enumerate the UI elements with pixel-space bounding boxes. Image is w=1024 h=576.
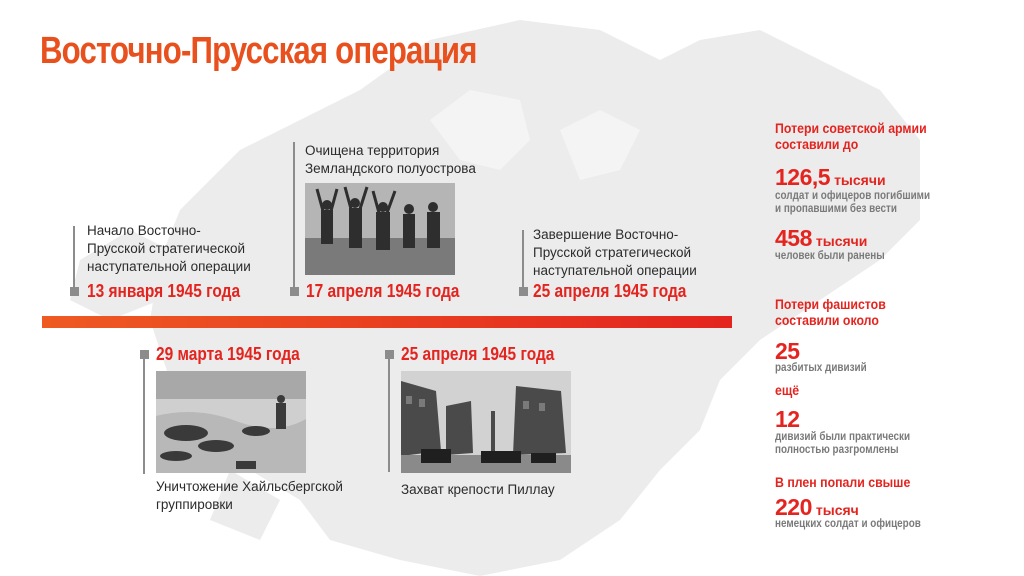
event-4-connector	[143, 356, 145, 474]
event-3-description: Завершение Восточно- Прусской стратегической наступательной операции	[533, 227, 697, 278]
page-title: Восточно-Прусская операция	[40, 30, 477, 72]
event-2-marker	[290, 287, 299, 296]
event-2-date: 17 апреля 1945 года	[306, 281, 460, 301]
photo-battlefield	[156, 371, 306, 473]
event-2-description: Очищена территория Земландского полуострова	[305, 143, 476, 176]
event-5-date: 25 апреля 1945 года	[401, 344, 555, 364]
photo-surrender	[305, 183, 455, 275]
event-4-description: Уничтожение Хайльсбергской группировки	[156, 479, 343, 512]
more-label: ещё	[775, 382, 800, 398]
event-1-connector	[73, 226, 75, 290]
divisions2-value: 12	[775, 406, 800, 432]
event-1-marker	[70, 287, 79, 296]
timeline-bar	[42, 316, 732, 328]
event-3-marker	[519, 287, 528, 296]
divisions2-note: дивизий были практически полностью разгромлены	[775, 431, 911, 456]
event-3-connector	[522, 230, 524, 290]
wounded-note: человек были ранены	[775, 250, 885, 262]
captured-note: немецких солдат и офицеров	[775, 518, 921, 530]
wounded-value: 458 тысячи	[775, 225, 868, 251]
captured-value: 220 тысяч	[775, 494, 859, 520]
event-5-description: Захват крепости Пиллау	[401, 482, 555, 497]
killed-value: 126,5 тысячи	[775, 164, 886, 190]
event-1-description: Начало Восточно- Прусской стратегической наступательной операции	[87, 223, 251, 274]
event-1-date: 13 января 1945 года	[87, 281, 241, 301]
event-2-connector	[293, 142, 295, 290]
killed-note: солдат и офицеров погибшими и пропавшими без вести	[775, 190, 931, 215]
event-5-connector	[388, 356, 390, 472]
fascist-losses-heading: Потери фашистов составили около	[775, 296, 886, 328]
captured-heading: В плен попали свыше	[775, 474, 911, 490]
soviet-losses-heading: Потери советской армии составили до	[775, 120, 927, 152]
divisions-value: 25	[775, 338, 800, 364]
photo-pillau-ruins	[401, 371, 571, 473]
event-3-date: 25 апреля 1945 года	[533, 281, 687, 301]
event-4-date: 29 марта 1945 года	[156, 344, 300, 364]
divisions-note: разбитых дивизий	[775, 362, 867, 374]
